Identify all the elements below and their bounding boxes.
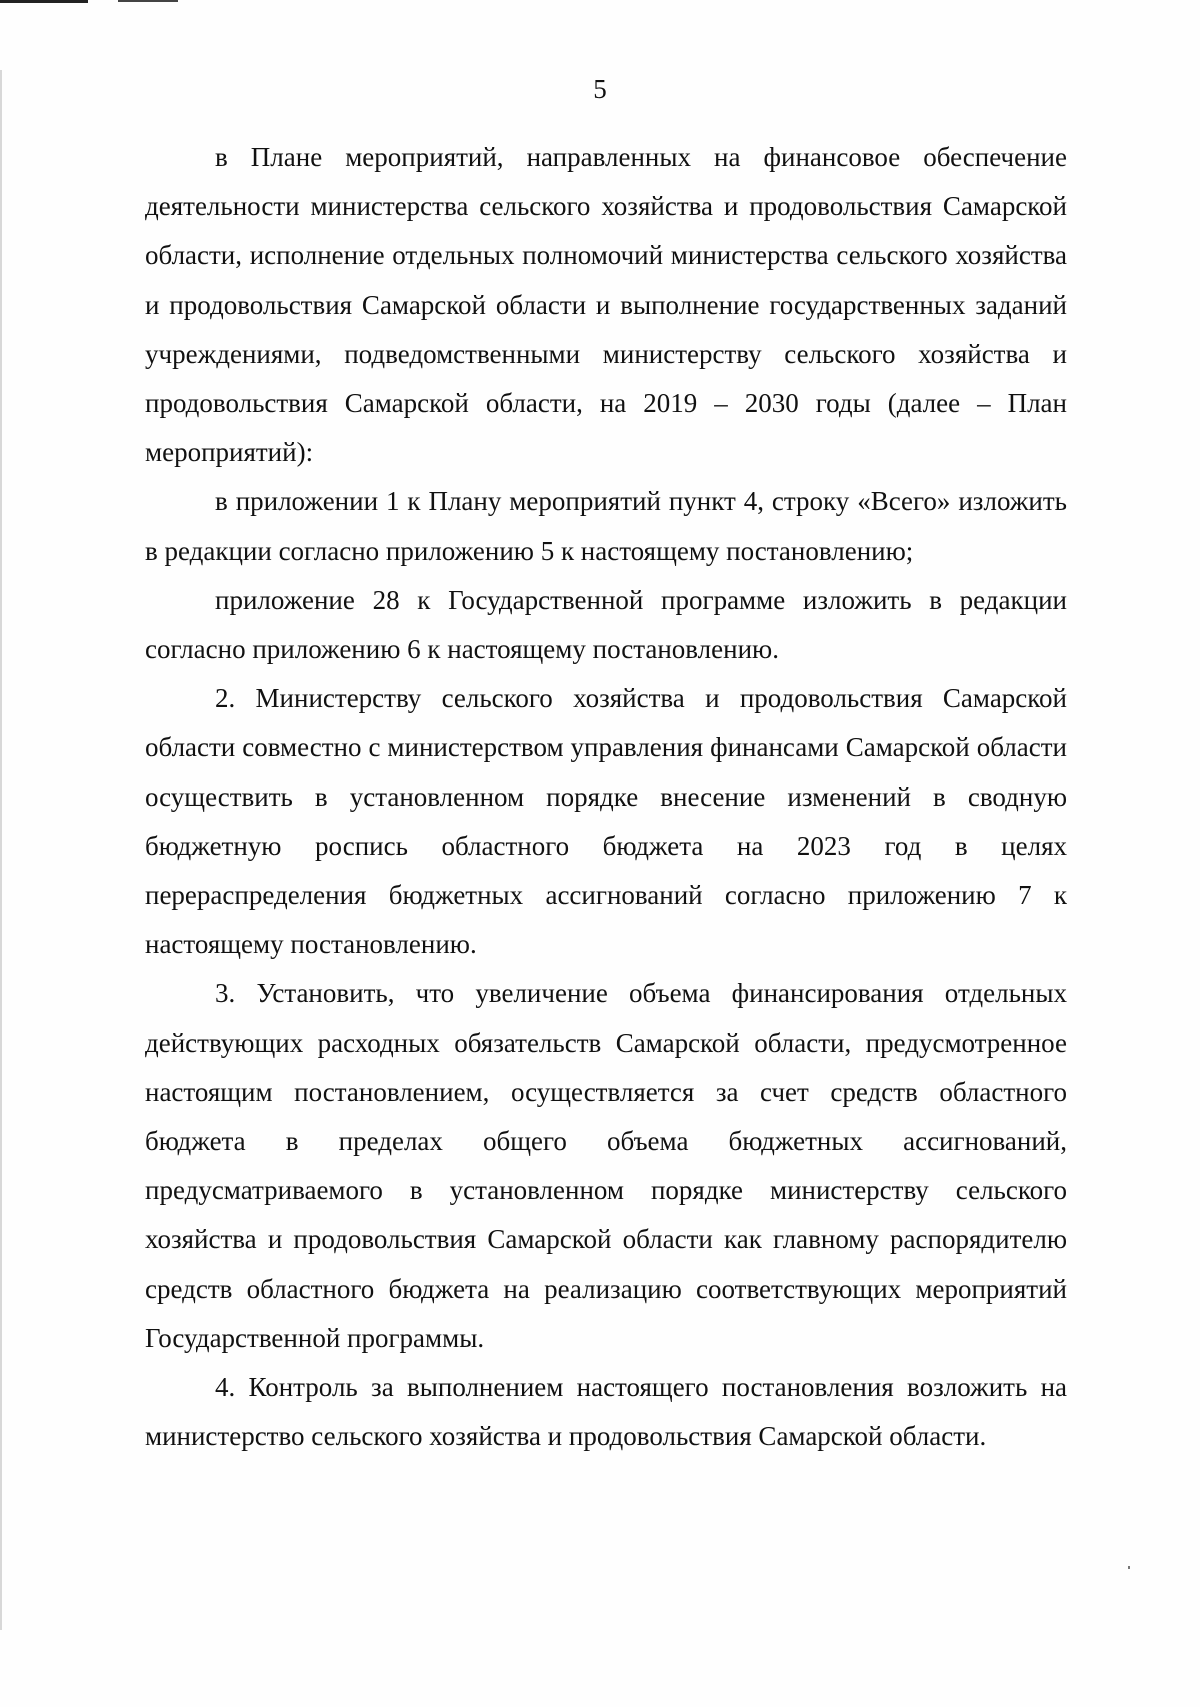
scan-edge-line [0, 70, 2, 1630]
scan-artifact [0, 0, 88, 3]
paragraph-item-4: 4. Контроль за выполнением настоящего постановления возложить на министерство сельского хозяйства и продовольствия Самарской области. [145, 1372, 1067, 1452]
document-body [145, 133, 1067, 1461]
paragraph-item-2: 2. Министерству сельского хозяйства и продовольствия Самарской области совместно с министерством управления финансами Самарской области осуществить в установленном порядке внесение изменений в сводную бюджетную роспись областного бюджета на 2023 год в целях перераспределения бюджетных ассигнований согласно приложению 7 к настоящему постановлению. [145, 683, 1067, 960]
scan-speck [1128, 1566, 1130, 1569]
paragraph-item-3: 3. Установить, что увеличение объема финансирования отдельных действующих расходных обязательств Самарской области, предусмотренное настоящим постановлением, осуществляется за счет средств областного бюджета в пределах общего объема бюджетных ассигнований, предусматриваемого в установленном порядке министерству сельского хозяйства и продовольствия Самарской области как главному распорядителю средств областного бюджета на реализацию соответствующих мероприятий Государственной программы. [145, 978, 1067, 1353]
paragraph-plan-measures: в Плане мероприятий, направленных на финансовое обеспечение деятельности министерства сельского хозяйства и продовольствия Самарской области, исполнение отдельных полномочий министерства сельского хозяйства и продовольствия Самарской области и выполнение государственных заданий учреждениями, подведомственными министерству сельского хозяйства и продовольствия Самарской области, на 2019 – 2030 годы (далее – План мероприятий): [145, 142, 1067, 468]
paragraph-appendix-1: в приложении 1 к Плану мероприятий пункт 4, строку «Всего» изложить в редакции согласно приложению 5 к настоящему постановлению; [145, 486, 1067, 566]
paragraph-appendix-28: приложение 28 к Государственной программе изложить в редакции согласно приложению 6 к настоящему постановлению. [145, 584, 1067, 665]
scan-artifact [118, 0, 178, 2]
page-number: 5 [593, 74, 607, 104]
